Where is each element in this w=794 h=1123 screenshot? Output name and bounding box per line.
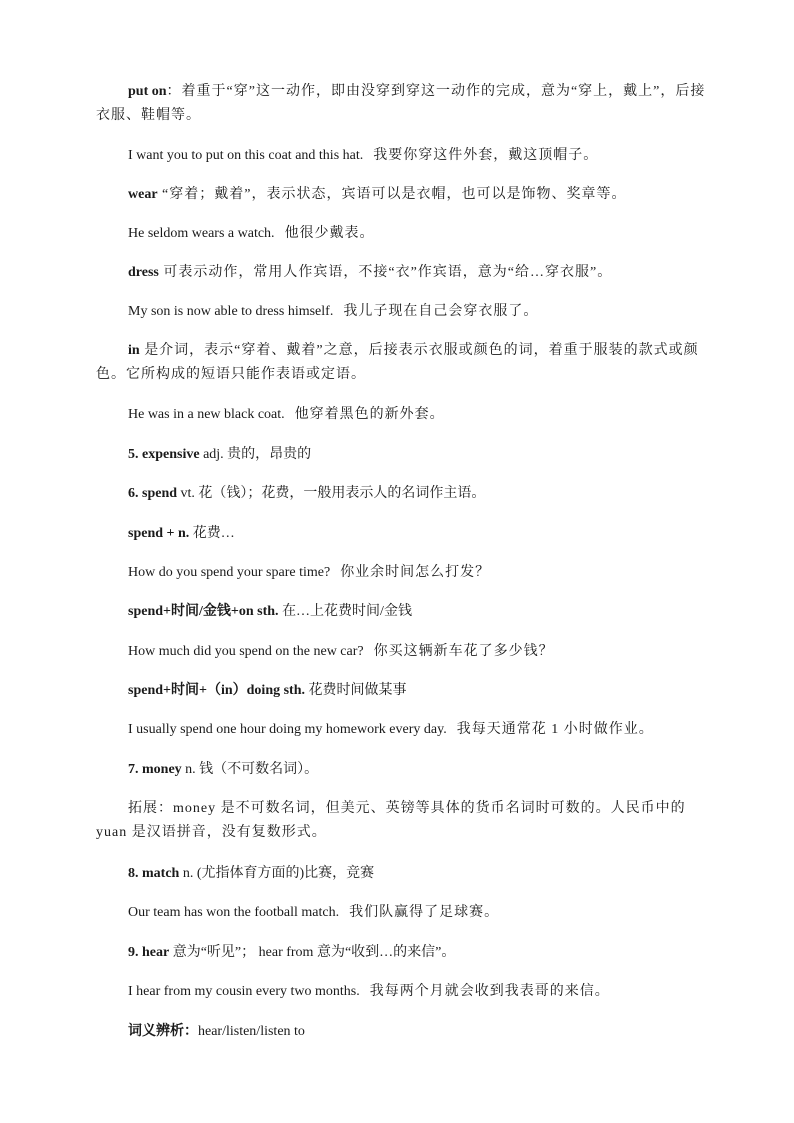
example-zh: 我儿子现在自己会穿衣服了。 bbox=[343, 304, 539, 319]
match-text: n. (尤指体育方面的)比赛，竞赛 bbox=[179, 866, 375, 881]
vocab-hear bbox=[128, 941, 714, 965]
example-en: He seldom wears a watch. bbox=[128, 226, 275, 241]
spend-on-pattern bbox=[128, 600, 714, 624]
dress-example bbox=[128, 300, 714, 324]
hear-text: 意为“听见”； hear from 意为“收到…的来信”。 bbox=[169, 945, 456, 960]
spend-doing-text: 花费时间做某事 bbox=[305, 683, 407, 698]
term-spend-on: spend+时间/金钱+on sth. bbox=[128, 604, 279, 619]
term-distinction: 词义辨析： bbox=[128, 1024, 198, 1039]
in-definition bbox=[96, 339, 718, 387]
term-in: in bbox=[128, 343, 140, 358]
spend-on-example bbox=[128, 640, 714, 664]
example-zh: 我们队赢得了足球赛。 bbox=[349, 905, 500, 920]
term-spend-doing: spend+时间+（in）doing sth. bbox=[128, 683, 306, 698]
example-en: How much did you spend on the new car? bbox=[128, 644, 364, 659]
term-spend-n: spend + n. bbox=[128, 526, 190, 541]
wear-definition bbox=[128, 183, 714, 207]
wear-example bbox=[128, 222, 714, 246]
hear-example bbox=[128, 980, 714, 1004]
match-example bbox=[128, 901, 714, 925]
term-spend: 6. spend bbox=[128, 486, 178, 501]
spend-doing-pattern bbox=[128, 679, 714, 703]
example-zh: 你买这辆新车花了多少钱？ bbox=[373, 644, 554, 659]
example-en: How do you spend your spare time? bbox=[128, 565, 331, 580]
money-extension bbox=[96, 797, 718, 845]
expensive-text: adj. 贵的，昂贵的 bbox=[199, 447, 312, 462]
example-zh: 我每天通常花 1 小时做作业。 bbox=[456, 722, 654, 737]
spend-n-pattern bbox=[128, 522, 714, 546]
spend-doing-example bbox=[128, 718, 714, 742]
example-zh: 他很少戴表。 bbox=[284, 226, 375, 241]
spend-n-example bbox=[128, 561, 714, 585]
term-dress: dress bbox=[128, 265, 159, 280]
term-wear: wear bbox=[128, 187, 158, 202]
distinction-text: hear/listen/listen to bbox=[198, 1024, 305, 1039]
spend-n-text: 花费… bbox=[189, 526, 235, 541]
hear-distinction bbox=[128, 1020, 714, 1044]
term-put-on: put on bbox=[128, 84, 167, 99]
in-text: 是介词，表示“穿着、戴着”之意，后接表示衣服或颜色的词，着重于服装的款式或颜色。它所构成的短语只能作表语或定语。 bbox=[96, 343, 699, 382]
money-text: n. 钱（不可数名词）。 bbox=[181, 762, 319, 777]
term-hear: 9. hear bbox=[128, 945, 170, 960]
vocab-match bbox=[128, 862, 714, 886]
spend-on-text: 在…上花费时间/金钱 bbox=[278, 604, 412, 619]
put-on-example bbox=[128, 144, 714, 168]
example-zh: 他穿着黑色的新外套。 bbox=[294, 407, 445, 422]
example-zh: 我每两个月就会收到我表哥的来信。 bbox=[369, 984, 610, 999]
term-expensive: 5. expensive bbox=[128, 447, 200, 462]
vocab-spend bbox=[128, 482, 714, 506]
example-en: I hear from my cousin every two months. bbox=[128, 984, 360, 999]
put-on-definition bbox=[96, 80, 718, 128]
example-en: My son is now able to dress himself. bbox=[128, 304, 334, 319]
vocab-money bbox=[128, 758, 714, 782]
example-en: Our team has won the football match. bbox=[128, 905, 340, 920]
dress-text: 可表示动作，常用人作宾语，不接“衣”作宾语，意为“给…穿衣服”。 bbox=[158, 265, 613, 280]
example-en: I want you to put on this coat and this hat. bbox=[128, 148, 364, 163]
example-en: He was in a new black coat. bbox=[128, 407, 285, 422]
put-on-text: ：着重于“穿”这一动作，即由没穿到穿这一动作的完成，意为“穿上，戴上”，后接衣服、鞋帽等。 bbox=[96, 84, 706, 123]
dress-definition bbox=[128, 261, 714, 285]
money-extension-text: 拓展：money 是不可数名词，但美元、英镑等具体的货币名词时可数的。人民币中的 yuan 是汉语拼音，没有复数形式。 bbox=[96, 801, 686, 840]
example-en: I usually spend one hour doing my homework every day. bbox=[128, 722, 447, 737]
example-zh: 你业余时间怎么打发？ bbox=[340, 565, 491, 580]
vocab-expensive bbox=[128, 443, 714, 467]
wear-text: “穿着；戴着”，表示状态，宾语可以是衣帽，也可以是饰物、奖章等。 bbox=[157, 187, 627, 202]
in-example bbox=[128, 403, 714, 427]
spend-text: vt. 花（钱）；花费，一般用表示人的名词作主语。 bbox=[177, 486, 486, 501]
term-match: 8. match bbox=[128, 866, 180, 881]
term-money: 7. money bbox=[128, 762, 182, 777]
example-zh: 我要你穿这件外套，戴这顶帽子。 bbox=[373, 148, 599, 163]
